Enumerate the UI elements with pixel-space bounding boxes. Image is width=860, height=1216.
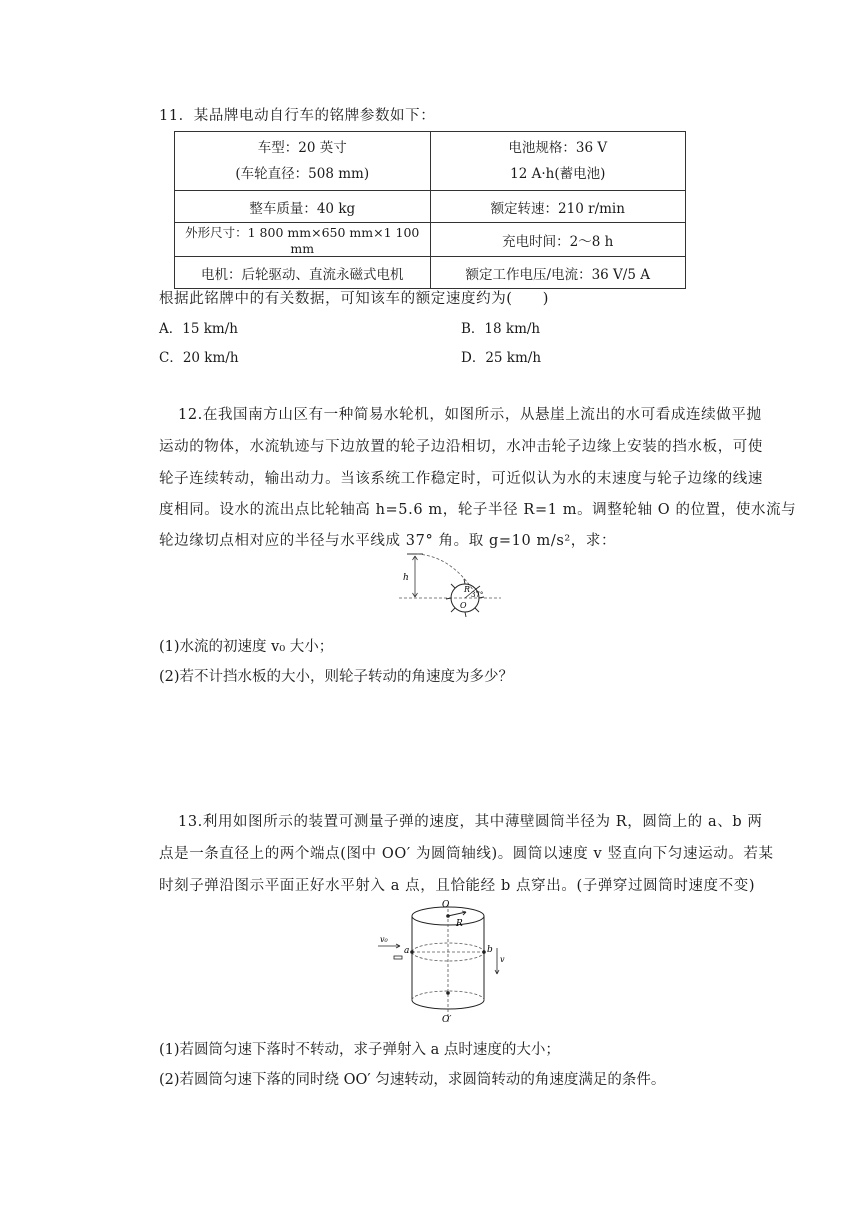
label-O-top: O [442,900,450,910]
q12-line-5: 轮边缘切点相对应的半径与水平线成 37° 角。取 g=10 m/s²，求： [159,533,617,549]
water-wheel-figure [395,550,505,626]
spec-battery-line2: 12 A·h(蓄电池) [510,166,606,182]
spec-cell-battery [430,132,686,191]
q11-option-c: C．20 km/h [159,350,239,366]
label-v: v [500,955,505,964]
label-O-bottom: O′ [442,1015,452,1025]
label-R: R [464,585,471,594]
spec-cell-size: 外形尺寸：1 800 mm×650 mm×1 100 mm [175,223,431,257]
q11-stem: 11．某品牌电动自行车的铭牌参数如下： [159,108,436,124]
label-b: b [487,945,493,955]
q13-line-2: 点是一条直径上的两个端点(图中 OO′ 为圆筒轴线)。圆筒以速度 v 竖直向下匀速运动。若某 [159,846,774,862]
radius-arrow [448,912,466,916]
q13-sub1: (1)若圆筒匀速下落时不转动，求子弹射入 a 点时速度的大小； [159,1042,560,1058]
label-O: O [460,601,467,610]
label-a: a [404,946,410,956]
bullet-icon [394,956,402,959]
label-angle: 37° [471,591,484,599]
spec-battery-line1: 电池规格：36 V [508,140,608,156]
q13-line-3: 时刻子弹沿图示平面正好水平射入 a 点，且恰能经 b 点穿出。(子弹穿过圆筒时速度不变) [159,878,756,894]
label-R-cylinder: R [456,919,463,929]
q12-line-4: 度相同。设水的流出点比轮轴高 h=5.6 m，轮子半径 R=1 m。调整轮轴 O 的位置，使水流与 [159,502,797,518]
q12-line-2: 运动的物体，水流轨迹与下边放置的轮子边沿相切，水冲击轮子边缘上安装的挡水板，可使 [159,439,763,455]
q11-option-a: A．15 km/h [159,321,238,337]
spec-cell-rpm: 额定转速：210 r/min [430,191,686,223]
q13-line-1: 13.利用如图所示的装置可测量子弹的速度，其中薄壁圆筒半径为 R，圆筒上的 a、b 两 [178,814,763,830]
spec-model-line2: (车轮直径：508 mm) [235,166,370,182]
spec-cell-voltage: 额定工作电压/电流：36 V/5 A [430,257,686,289]
q12-line-1: 12.在我国南方山区有一种简易水轮机，如图所示，从悬崖上流出的水可看成连续做平抛 [178,407,762,423]
point-a [410,950,414,954]
label-h: h [403,573,409,583]
spec-cell-charge: 充电时间：2～8 h [430,223,686,257]
spec-table [174,131,686,289]
point-b [482,950,486,954]
cylinder-figure [376,896,506,1028]
spec-cell-mass: 整车质量：40 kg [175,191,431,223]
q13-sub2: (2)若圆筒匀速下落的同时绕 OO′ 匀速转动，求圆筒转动的角速度满足的条件。 [159,1072,666,1088]
spec-cell-motor: 电机：后轮驱动、直流永磁式电机 [175,257,431,289]
label-v0: v₀ [380,935,388,944]
spec-cell-model [175,132,431,191]
spec-model-line1: 车型：20 英寸 [257,140,347,156]
q11-question: 根据此铭牌中的有关数据，可知该车的额定速度约为( ) [159,291,550,307]
q12-sub1: (1)水流的初速度 v₀ 大小； [159,639,334,655]
q11-option-d: D．25 km/h [461,350,542,366]
q12-line-3: 轮子连续转动，输出动力。当该系统工作稳定时，可近似认为水的末速度与轮子边缘的线速 [159,471,763,487]
q12-sub2: (2)若不计挡水板的大小，则轮子转动的角速度为多少？ [159,669,514,685]
q11-option-b: B．18 km/h [461,321,541,337]
bottom-center-dot [446,991,450,995]
